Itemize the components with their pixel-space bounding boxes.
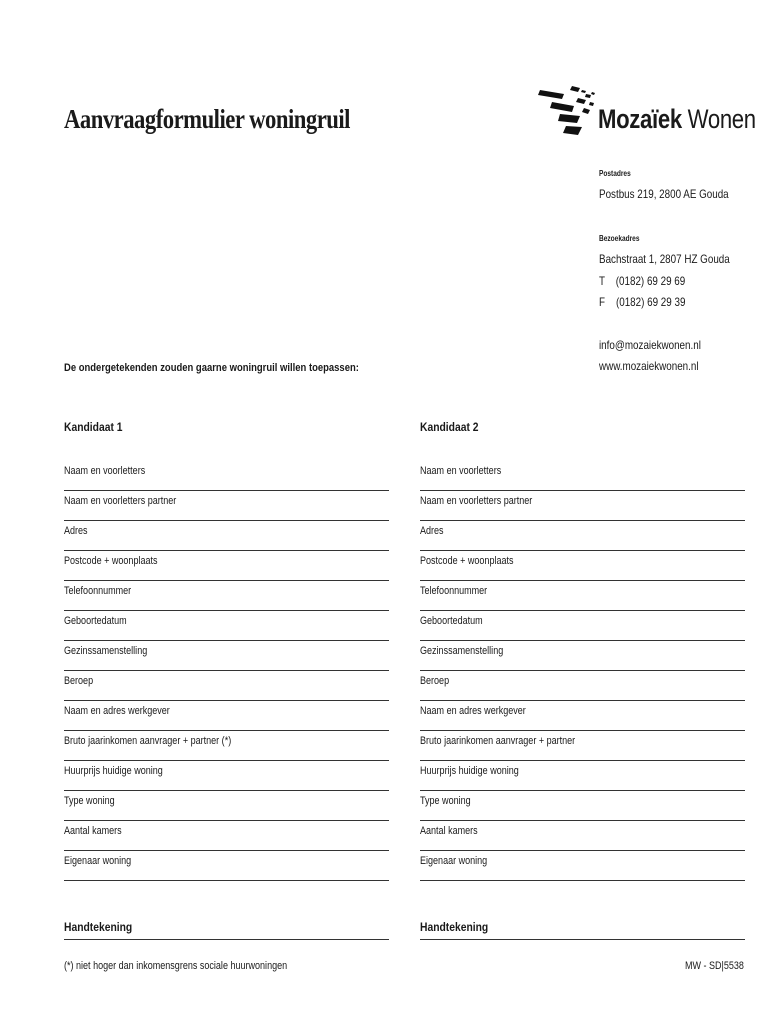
- form-field[interactable]: [420, 582, 745, 611]
- form-field[interactable]: [64, 672, 389, 701]
- logo-text: [598, 104, 756, 135]
- form-field[interactable]: [64, 852, 389, 881]
- field-label: Telefoonnummer: [64, 585, 132, 597]
- field-label: Telefoonnummer: [420, 585, 488, 597]
- form-field[interactable]: [64, 582, 389, 611]
- field-label: Huurprijs huidige woning: [420, 765, 519, 777]
- form-field[interactable]: [420, 732, 745, 761]
- field-label: Naam en voorletters partner: [64, 495, 177, 507]
- form-field[interactable]: [64, 642, 389, 671]
- field-label: Postcode + woonplaats: [420, 555, 514, 567]
- document-code: MW - SD|5538: [685, 960, 744, 972]
- form-field[interactable]: [420, 792, 745, 821]
- form-field[interactable]: [420, 612, 745, 641]
- candidate-2-section: [420, 420, 745, 882]
- form-field[interactable]: [420, 462, 745, 491]
- field-label: Bruto jaarinkomen aanvrager + partner (*): [64, 735, 232, 747]
- form-field[interactable]: [420, 642, 745, 671]
- candidate-1-heading: Kandidaat 1: [64, 420, 123, 434]
- logo-brand-light: Wonen: [687, 104, 756, 134]
- field-label: Huurprijs huidige woning: [64, 765, 163, 777]
- signature-label: Handtekening: [64, 920, 133, 934]
- form-field[interactable]: [64, 462, 389, 491]
- field-label: Geboortedatum: [420, 615, 483, 627]
- postal-address: Postbus 219, 2800 AE Gouda: [599, 187, 729, 201]
- candidate-2-fields: [420, 462, 745, 881]
- intro-text: De ondergetekenden zouden gaarne woningruil willen toepassen:: [64, 362, 359, 374]
- form-field[interactable]: [64, 792, 389, 821]
- field-label: Eigenaar woning: [420, 855, 488, 867]
- form-field[interactable]: [420, 702, 745, 731]
- field-label: Type woning: [420, 795, 471, 807]
- form-field[interactable]: [420, 492, 745, 521]
- field-label: Gezinssamenstelling: [420, 645, 504, 657]
- candidate-2-heading: Kandidaat 2: [420, 420, 479, 434]
- field-label: Eigenaar woning: [64, 855, 132, 867]
- form-field[interactable]: [420, 852, 745, 881]
- phone-number: T (0182) 69 29 69: [599, 274, 686, 288]
- email-link[interactable]: info@mozaiekwonen.nl: [599, 338, 701, 352]
- footnote: (*) niet hoger dan inkomensgrens sociale huurwoningen: [64, 960, 288, 972]
- field-label: Gezinssamenstelling: [64, 645, 148, 657]
- field-label: Adres: [64, 525, 88, 537]
- field-label: Aantal kamers: [420, 825, 478, 837]
- form-field[interactable]: [420, 522, 745, 551]
- fax-number: F (0182) 69 29 39: [599, 295, 686, 309]
- field-label: Beroep: [64, 675, 94, 687]
- field-label: Geboortedatum: [64, 615, 127, 627]
- field-label: Naam en voorletters partner: [420, 495, 533, 507]
- form-field[interactable]: [420, 822, 745, 851]
- form-field[interactable]: [420, 672, 745, 701]
- visit-address: Bachstraat 1, 2807 HZ Gouda: [599, 252, 730, 266]
- form-field[interactable]: [64, 492, 389, 521]
- field-label: Adres: [420, 525, 444, 537]
- form-field[interactable]: [64, 822, 389, 851]
- form-field[interactable]: [64, 702, 389, 731]
- field-label: Bruto jaarinkomen aanvrager + partner: [420, 735, 576, 747]
- field-label: Type woning: [64, 795, 115, 807]
- form-field[interactable]: [64, 762, 389, 791]
- form-field[interactable]: [420, 552, 745, 581]
- candidate-1-section: [64, 420, 389, 882]
- form-field[interactable]: [64, 522, 389, 551]
- postal-label: Postadres: [599, 169, 631, 178]
- candidate-1-signature-field[interactable]: [64, 918, 389, 940]
- website-link[interactable]: www.mozaiekwonen.nl: [599, 359, 699, 373]
- field-label: Beroep: [420, 675, 450, 687]
- field-label: Postcode + woonplaats: [64, 555, 158, 567]
- field-label: Aantal kamers: [64, 825, 122, 837]
- page-title: Aanvraagformulier woningruil: [64, 104, 350, 134]
- field-label: Naam en voorletters: [64, 465, 146, 477]
- form-field[interactable]: [64, 612, 389, 641]
- form-field[interactable]: [64, 732, 389, 761]
- form-field[interactable]: [64, 552, 389, 581]
- form-field[interactable]: [420, 762, 745, 791]
- candidate-1-fields: [64, 462, 389, 881]
- logo-brand-bold: Mozaïek: [598, 104, 682, 134]
- candidate-2-signature-field[interactable]: [420, 918, 745, 940]
- signature-label: Handtekening: [420, 920, 489, 934]
- field-label: Naam en adres werkgever: [420, 705, 526, 717]
- visit-label: Bezoekadres: [599, 234, 640, 243]
- field-label: Naam en voorletters: [420, 465, 502, 477]
- field-label: Naam en adres werkgever: [64, 705, 170, 717]
